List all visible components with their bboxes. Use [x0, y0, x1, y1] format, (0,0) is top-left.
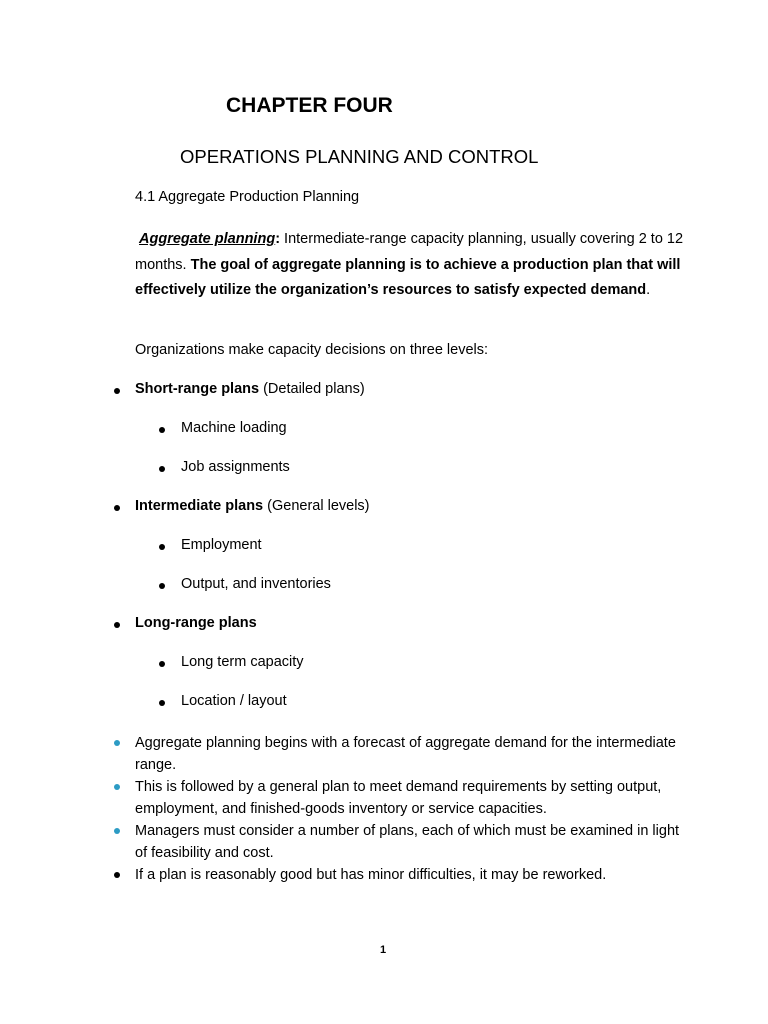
- note-item: [135, 776, 695, 820]
- definition-paragraph: [135, 227, 695, 304]
- subsection-title: 4.1 Aggregate Production Planning: [135, 189, 360, 205]
- sub-list-item: [181, 654, 304, 670]
- notes-list: [135, 732, 695, 886]
- note-item: [135, 732, 695, 776]
- list-item-short-range: [135, 381, 365, 397]
- note-text: If a plan is reasonably good but has minor difficulties, it may be reworked.: [135, 867, 607, 883]
- note-item: [135, 820, 695, 864]
- section-title: OPERATIONS PLANNING AND CONTROL: [180, 146, 539, 167]
- bullet-icon: [159, 544, 165, 550]
- sub-item-text: Job assignments: [181, 459, 290, 475]
- chapter-title: CHAPTER FOUR: [226, 94, 393, 117]
- definition-colon: :: [275, 231, 281, 247]
- note-text: Aggregate planning begins with a forecast of aggregate demand for the intermediate range.: [135, 735, 676, 773]
- list-item-long-range: [135, 615, 257, 631]
- definition-text: Intermediate-range capacity planning, usually covering 2 to 12 months.: [135, 231, 684, 273]
- level-detail: (Detailed plans): [259, 381, 365, 397]
- note-text: This is followed by a general plan to meet demand requirements by setting output, employment, and finished-goods inventory or service capacities.: [135, 779, 662, 817]
- sub-item-text: Location / layout: [181, 693, 287, 709]
- bullet-icon: [159, 583, 165, 589]
- sub-item-text: Output, and inventories: [181, 576, 331, 592]
- level-name: Short-range plans: [135, 381, 260, 397]
- note-text: Managers must consider a number of plans, each of which must be examined in light of feasibility and cost.: [135, 823, 680, 861]
- bullet-icon: [114, 872, 120, 878]
- level-detail: (General levels): [263, 498, 370, 514]
- sub-list-item: [181, 693, 287, 709]
- bullet-icon: [114, 784, 120, 790]
- bullet-icon: [159, 700, 165, 706]
- bullet-icon: [159, 466, 165, 472]
- list-item-intermediate: [135, 498, 370, 514]
- definition-term: Aggregate planning: [139, 231, 276, 247]
- bullet-icon: [159, 661, 165, 667]
- definition-end: .: [646, 282, 651, 298]
- bullet-icon: [114, 828, 120, 834]
- sub-item-text: Machine loading: [181, 420, 287, 436]
- bullet-icon: [114, 505, 120, 511]
- levels-intro: Organizations make capacity decisions on three levels:: [135, 342, 489, 358]
- bullet-icon: [114, 388, 120, 394]
- sub-list-item: [181, 420, 287, 436]
- level-name: Long-range plans: [135, 615, 257, 631]
- definition-goal: The goal of aggregate planning is to achieve a production plan that will effectively utilize the organization’s resources to satisfy expected demand: [135, 256, 681, 298]
- sub-list-item: [181, 537, 262, 553]
- page-number: 1: [380, 944, 387, 956]
- bullet-icon: [114, 740, 120, 746]
- sub-item-text: Employment: [181, 537, 262, 553]
- bullet-icon: [159, 427, 165, 433]
- note-item: [135, 864, 695, 886]
- sub-list-item: [181, 576, 331, 592]
- sub-item-text: Long term capacity: [181, 654, 304, 670]
- sub-list-item: [181, 459, 290, 475]
- bullet-icon: [114, 622, 120, 628]
- level-name: Intermediate plans: [135, 498, 264, 514]
